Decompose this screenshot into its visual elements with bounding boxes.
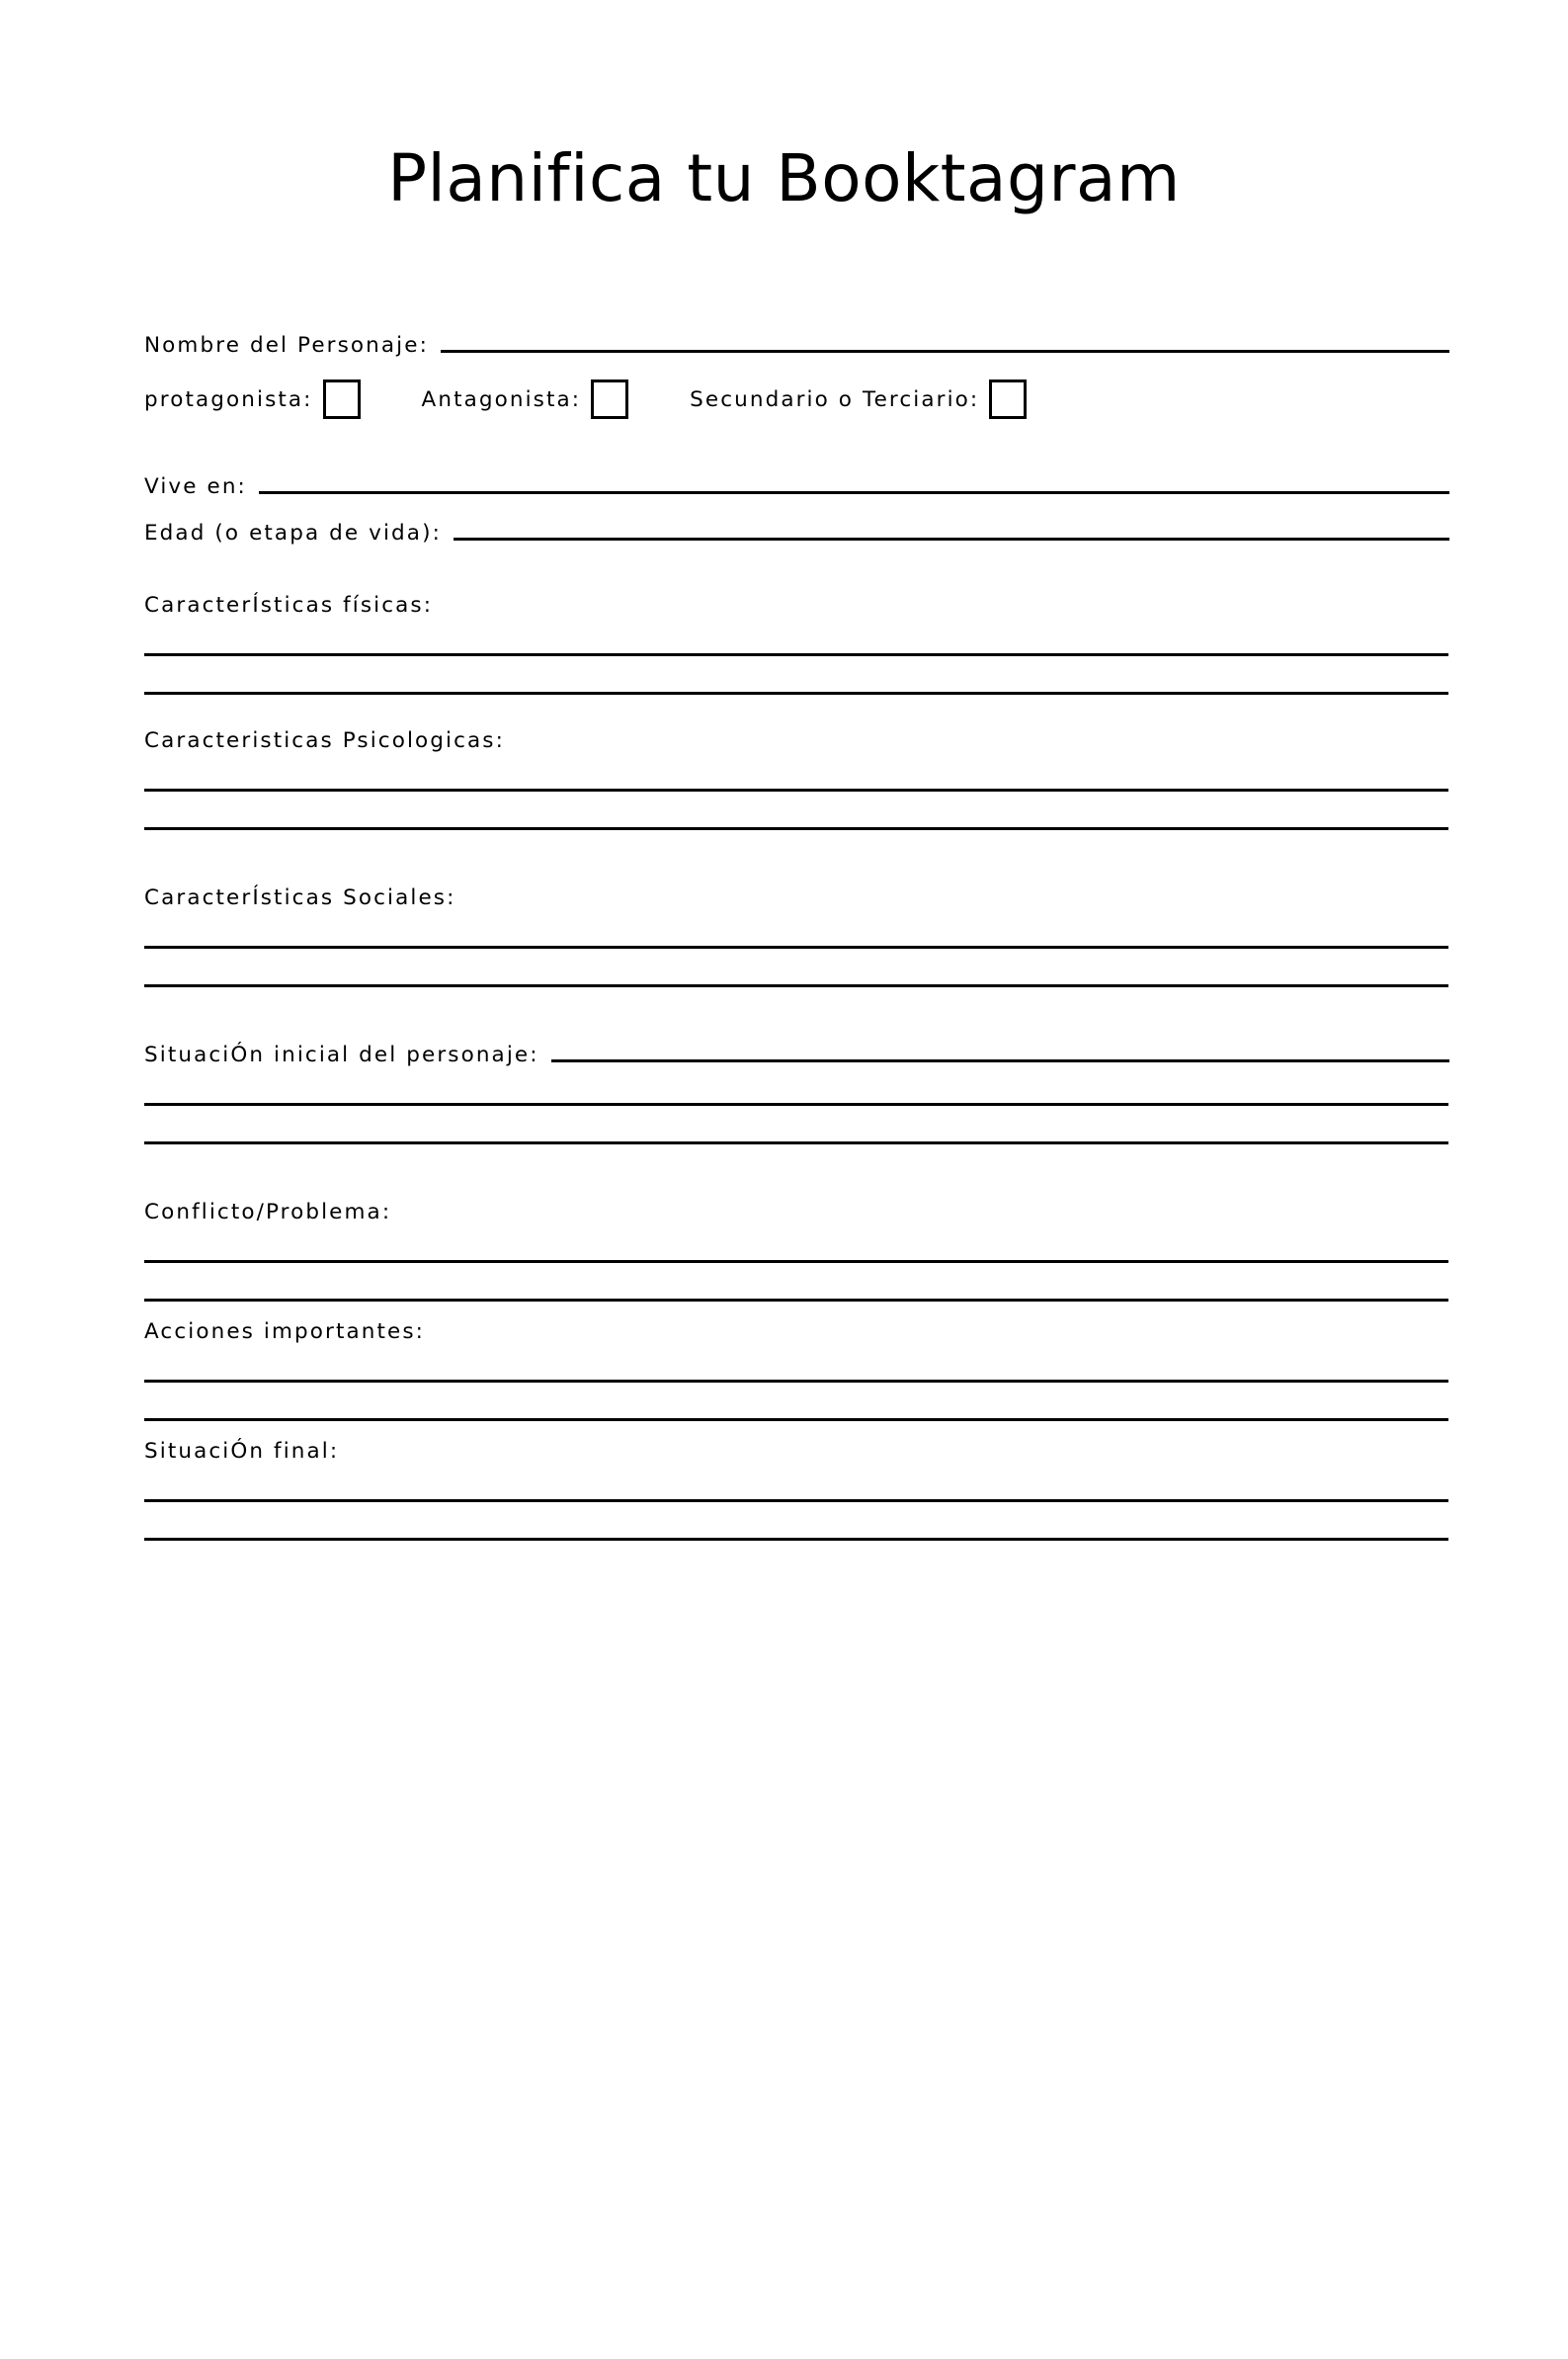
- checkbox-secundario[interactable]: [989, 379, 1027, 419]
- spacer: [144, 546, 1449, 593]
- lives-in-input[interactable]: [259, 491, 1449, 494]
- field-conflict: [144, 1200, 1449, 1302]
- answer-line[interactable]: [144, 1103, 1448, 1106]
- worksheet-page: [0, 140, 1568, 2359]
- role-option-antagonista[interactable]: [422, 379, 629, 419]
- field-physical: [144, 593, 1449, 695]
- actions-answer-area[interactable]: [144, 1380, 1449, 1421]
- role-label-protagonista: protagonista:: [144, 386, 313, 412]
- checkbox-protagonista[interactable]: [323, 379, 361, 419]
- role-option-secundario[interactable]: [690, 379, 1027, 419]
- field-psychological: [144, 728, 1449, 830]
- role-label-antagonista: Antagonista:: [421, 386, 582, 412]
- initial-situation-row[interactable]: [144, 1043, 1449, 1067]
- answer-line[interactable]: [144, 1538, 1448, 1541]
- spacer: [144, 987, 1449, 1043]
- field-initial-situation: [144, 1043, 1449, 1144]
- actions-label: Acciones importantes:: [144, 1319, 425, 1344]
- age-label: Edad (o etapa de vida):: [144, 521, 442, 546]
- initial-situation-answer-area[interactable]: [144, 1103, 1449, 1144]
- physical-answer-area[interactable]: [144, 653, 1449, 695]
- spacer: [144, 830, 1449, 885]
- final-situation-label: SituaciÓn final:: [144, 1439, 340, 1464]
- answer-line[interactable]: [144, 946, 1448, 949]
- field-social: [144, 885, 1449, 987]
- conflict-label: Conflicto/Problema:: [144, 1200, 392, 1224]
- field-lives-in[interactable]: [144, 474, 1449, 499]
- character-name-label: Nombre del Personaje:: [144, 333, 429, 358]
- final-situation-answer-area[interactable]: [144, 1499, 1449, 1541]
- physical-label: CaracterÍsticas físicas:: [144, 593, 434, 618]
- character-name-input[interactable]: [441, 350, 1449, 353]
- spacer: [144, 1421, 1449, 1439]
- role-checkbox-row: [144, 379, 1449, 419]
- age-input[interactable]: [454, 538, 1449, 541]
- psychological-answer-area[interactable]: [144, 789, 1449, 830]
- field-character-name[interactable]: [144, 333, 1449, 358]
- field-final-situation: [144, 1439, 1449, 1541]
- initial-situation-label: SituaciÓn inicial del personaje:: [144, 1043, 539, 1067]
- initial-situation-input[interactable]: [551, 1059, 1449, 1062]
- social-label: CaracterÍsticas Sociales:: [144, 885, 456, 910]
- answer-line[interactable]: [144, 653, 1448, 656]
- spacer: [144, 1302, 1449, 1319]
- spacer: [144, 419, 1449, 474]
- answer-line[interactable]: [144, 1380, 1448, 1383]
- social-answer-area[interactable]: [144, 946, 1449, 987]
- form-body: [144, 333, 1449, 1541]
- lives-in-label: Vive en:: [144, 474, 247, 499]
- role-option-protagonista[interactable]: [144, 379, 361, 419]
- role-label-secundario: Secundario o Terciario:: [690, 386, 980, 412]
- spacer: [144, 695, 1449, 728]
- psychological-label: Caracteristicas Psicologicas:: [144, 728, 505, 753]
- checkbox-antagonista[interactable]: [591, 379, 628, 419]
- spacer: [144, 1144, 1449, 1200]
- answer-line[interactable]: [144, 789, 1448, 792]
- spacer: [144, 499, 1449, 521]
- conflict-answer-area[interactable]: [144, 1260, 1449, 1302]
- page-title: Planifica tu Booktagram: [387, 140, 1181, 216]
- answer-line[interactable]: [144, 1260, 1448, 1263]
- answer-line[interactable]: [144, 1499, 1448, 1502]
- field-actions: [144, 1319, 1449, 1421]
- field-age[interactable]: [144, 521, 1449, 546]
